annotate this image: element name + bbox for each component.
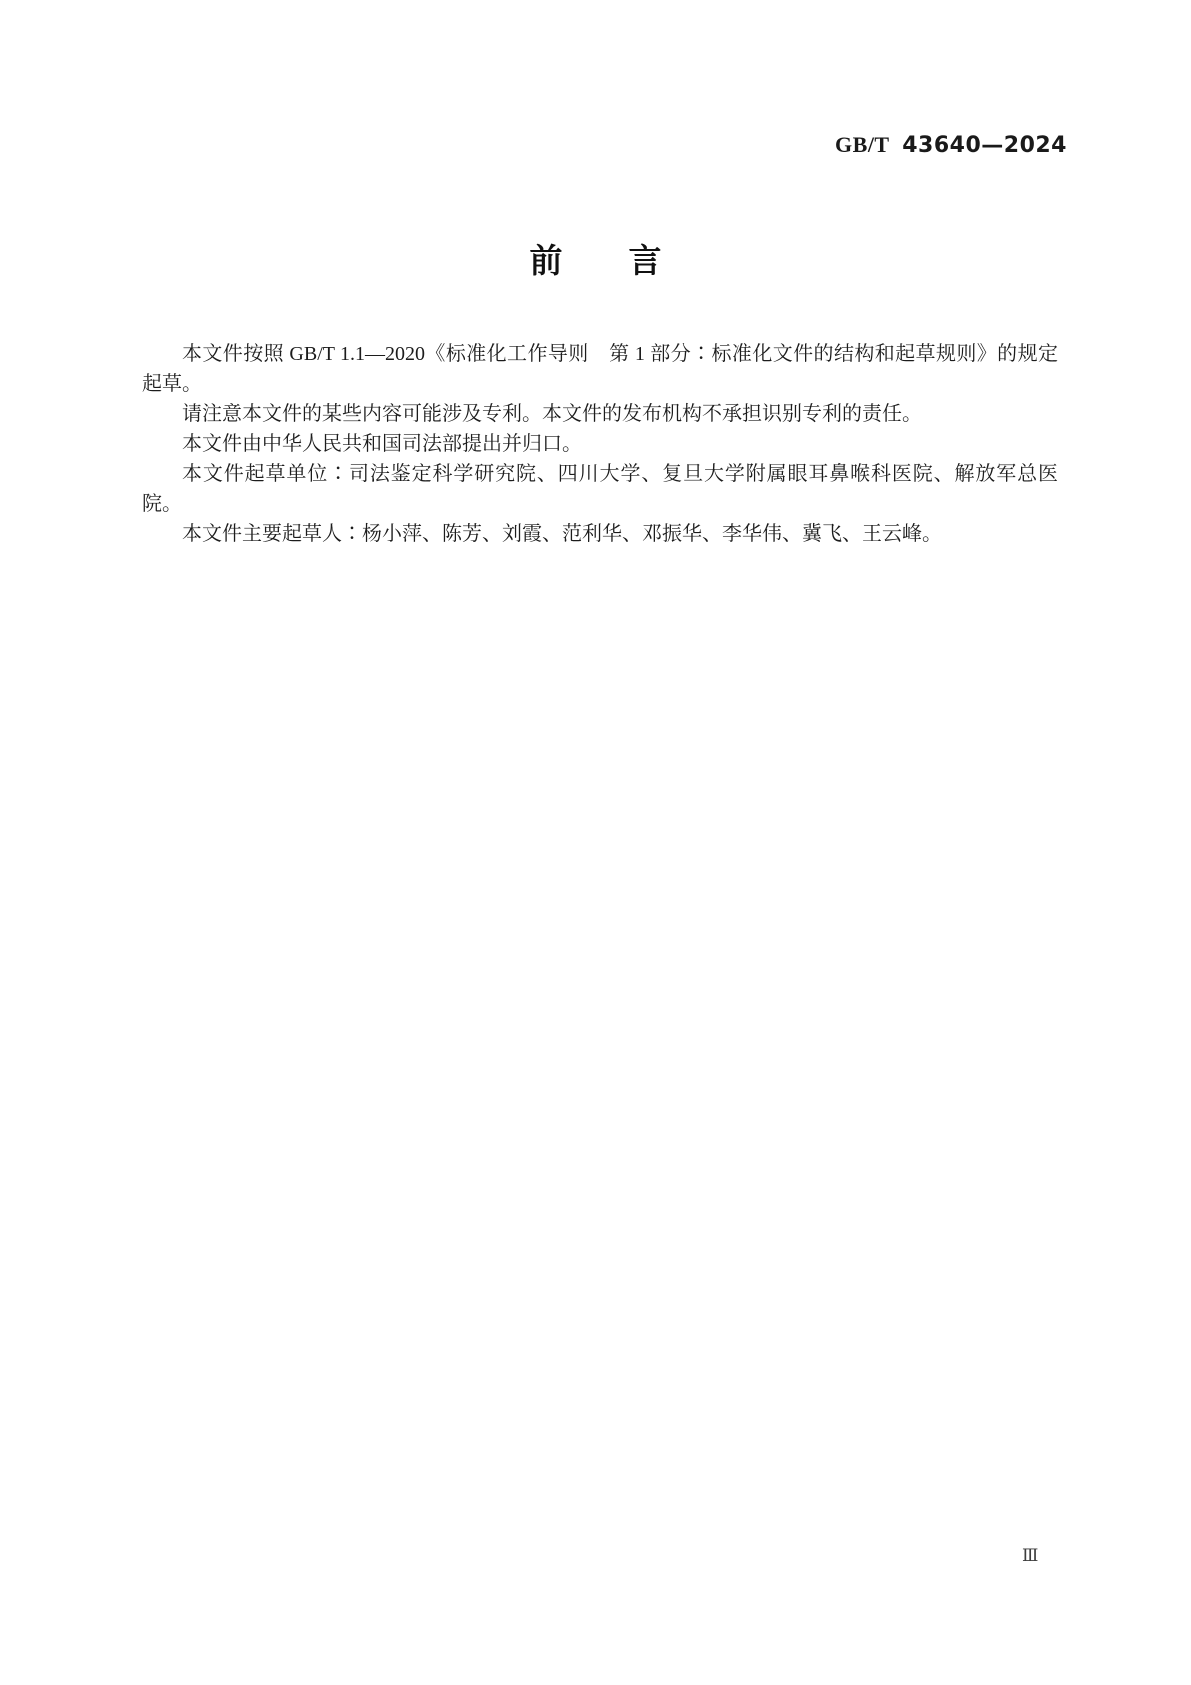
standard-code-number: 43640—2024	[902, 133, 1067, 158]
page-number: Ⅲ	[1022, 1546, 1039, 1565]
standard-code	[835, 132, 1067, 158]
paragraph-proposing-body: 本文件由中华人民共和国司法部提出并归口。	[182, 433, 582, 455]
paragraph-main-drafters: 本文件主要起草人∶杨小萍、陈芳、刘霞、范利华、邓振华、李华伟、冀飞、王云峰。	[182, 523, 942, 545]
paragraph-patent-notice: 请注意本文件的某些内容可能涉及专利。本文件的发布机构不承担识别专利的责任。	[182, 403, 922, 425]
paragraph-drafting-rules: 本文件按照 GB/T 1.1—2020《标准化工作导则 第 1 部分∶标准化文件的结构和起草规则》的规定起草。	[142, 343, 1058, 395]
standard-code-prefix: GB/T	[835, 132, 890, 157]
foreword-title: 前 言	[529, 242, 662, 279]
paragraph-drafting-organizations: 本文件起草单位∶司法鉴定科学研究院、四川大学、复旦大学附属眼耳鼻喉科医院、解放军总医院。	[142, 463, 1058, 515]
foreword-body	[142, 339, 1058, 549]
